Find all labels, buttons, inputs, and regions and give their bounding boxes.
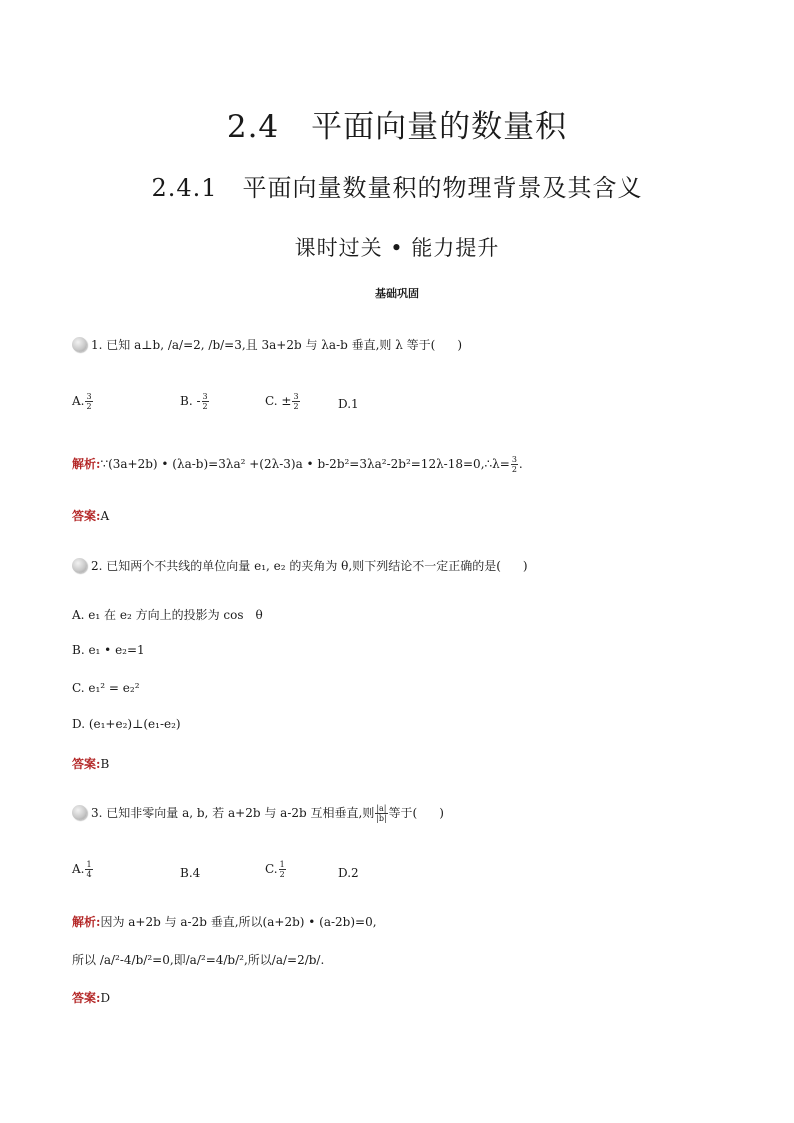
numerator: |a|: [376, 804, 387, 813]
answer-label: 答案:: [72, 509, 101, 523]
question-2-text: 已知两个不共线的单位向量 e₁, e₂ 的夹角为 θ,则下列结论不一定正确的是(: [106, 559, 501, 573]
question-3-analysis-line-1: [72, 913, 377, 930]
option-value: 2: [351, 866, 359, 880]
fraction: [85, 860, 92, 879]
answer-label: 答案:: [72, 991, 101, 1005]
option-label: B.: [180, 866, 193, 880]
question-1-option-c: [265, 392, 301, 411]
question-2-option-d: D. (e₁+e₂)⊥(e₁-e₂): [72, 717, 181, 731]
question-3-answer: [72, 989, 110, 1006]
option-label: D.: [338, 866, 352, 880]
fraction: [279, 860, 286, 879]
question-2-answer: [72, 755, 109, 772]
section-subtitle: 2.4.1 平面向量数量积的物理背景及其含义: [151, 174, 643, 202]
fraction: [292, 392, 299, 411]
question-3-option-d: [338, 866, 359, 880]
question-1-text-c: b 垂直,则 λ 等于(: [340, 338, 436, 352]
option-value: 4: [192, 866, 201, 880]
circle-bullet-icon: [72, 558, 87, 573]
circle-bullet-icon: [72, 805, 87, 820]
numerator: 1: [86, 860, 92, 869]
question-3-analysis-line-2: 所以 /a/²-4/b/²=0,即/a/²=4/b/²,所以/a/=2/b/.: [72, 953, 325, 967]
analysis-text: 因为 a+2b 与 a-2b 垂直,所以(a+2b) • (a-2b)=0,: [100, 915, 377, 929]
sign: ±: [281, 394, 292, 408]
analysis-text: ∵(3a+2b) • (λa-b)=3λa² +(2λ-3)a • b-2b²=3λa²-2b²=12λ-18=0,∴λ=: [100, 457, 510, 471]
question-1-analysis: [72, 455, 523, 474]
option-label: A.: [72, 862, 85, 876]
question-1-option-b: [180, 392, 210, 411]
question-1-answer: [72, 507, 109, 524]
option-label: D.: [338, 397, 352, 411]
denominator: 2: [511, 465, 517, 474]
answer-value: B: [100, 757, 110, 771]
analysis-label: 解析:: [72, 457, 101, 471]
question-2-option-c: C. e₁² = e₂²: [72, 681, 140, 695]
question-2-close-paren: ): [522, 559, 528, 573]
question-1-number: 1.: [91, 338, 103, 352]
denominator: 2: [293, 402, 299, 411]
question-3-option-b: [180, 866, 200, 880]
sign: -: [196, 394, 201, 408]
chapter-title: 2.4 平面向量的数量积: [226, 109, 568, 145]
question-2-number: 2.: [91, 559, 103, 573]
minus-sign: -: [336, 338, 341, 352]
lesson-tagline: 课时过关 • 能力提升: [294, 236, 500, 260]
question-2-option-a: A. e₁ 在 e₂ 方向上的投影为 cos θ: [72, 608, 263, 622]
denominator: 4: [86, 870, 92, 879]
question-1: [72, 336, 462, 353]
circle-bullet-icon: [72, 337, 87, 352]
question-3-close-paren: ): [439, 806, 444, 820]
answer-value: D: [100, 991, 111, 1005]
question-2-option-b: B. e₁ • e₂=1: [72, 643, 145, 657]
option-label: A.: [72, 394, 85, 408]
fraction: [375, 804, 387, 823]
question-1-close-paren: ): [457, 338, 463, 352]
answer-label: 答案:: [72, 757, 101, 771]
analysis-label: 解析:: [72, 915, 101, 929]
fraction: [511, 455, 518, 474]
question-1-text-b: 2b 与 λa: [286, 338, 337, 352]
analysis-end: .: [518, 457, 523, 471]
option-label: C.: [265, 394, 278, 408]
denominator: 2: [202, 402, 208, 411]
numerator: 3: [511, 455, 517, 464]
denominator: |b|: [376, 814, 387, 823]
denominator: 2: [279, 870, 285, 879]
fraction: [85, 392, 92, 411]
question-1-option-a: [72, 392, 94, 411]
question-1-text-a: 已知 a⊥b, /a/=2, /b/=3,且 3a: [106, 338, 277, 352]
fraction: [202, 392, 209, 411]
question-3-text-a: 已知非零向量 a, b, 若 a+2b 与 a-2b 互相垂直,则: [106, 806, 375, 820]
numerator: 1: [279, 860, 285, 869]
question-3-text-b: 等于(: [388, 806, 418, 820]
section-heading: 基础巩固: [375, 287, 419, 300]
option-label: C.: [265, 862, 278, 876]
answer-value: A: [100, 509, 110, 523]
question-1-option-d: [338, 397, 359, 411]
numerator: 3: [202, 392, 208, 401]
numerator: 3: [86, 392, 92, 401]
question-3-option-a: [72, 860, 94, 879]
option-value: 1: [351, 397, 359, 411]
question-3: [72, 804, 444, 823]
option-label: B.: [180, 394, 193, 408]
plus-sign: +: [276, 338, 287, 352]
denominator: 2: [86, 402, 92, 411]
question-3-number: 3.: [91, 806, 103, 820]
question-3-option-c: [265, 860, 287, 879]
numerator: 3: [293, 392, 299, 401]
question-2: [72, 557, 528, 574]
